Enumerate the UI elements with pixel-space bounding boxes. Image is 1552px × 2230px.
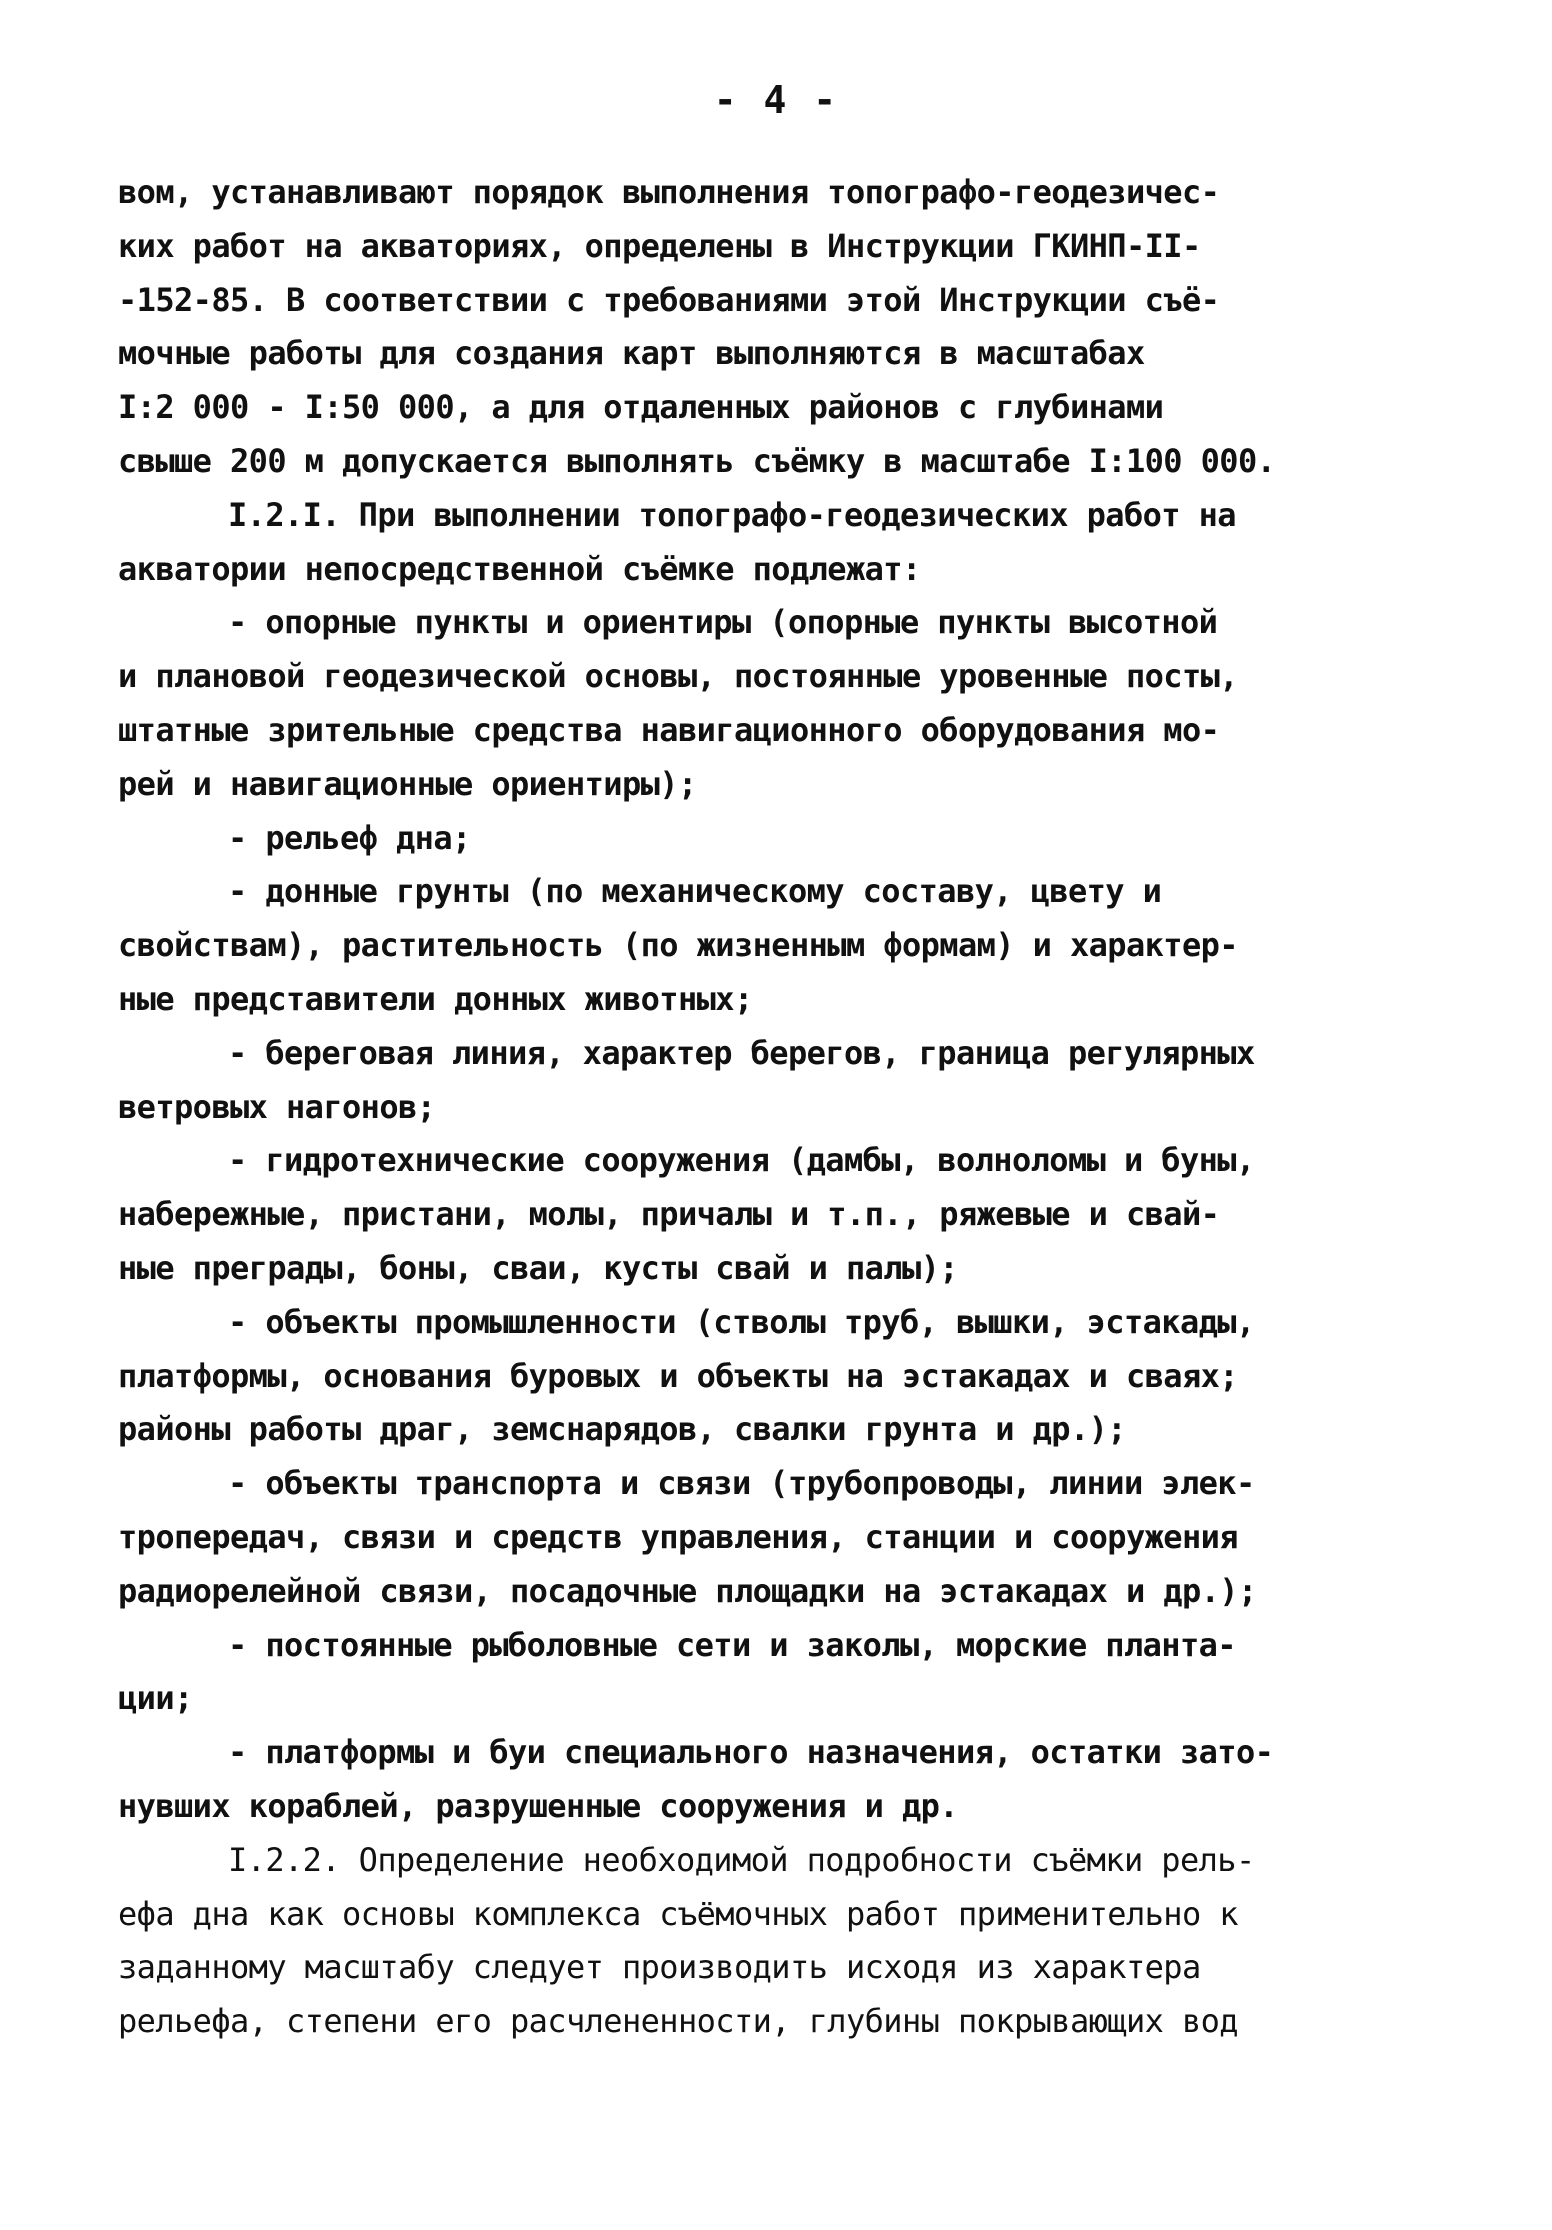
text-line: - донные грунты (по механическому составу, цвету и xyxy=(228,872,1162,911)
text-line: - рельеф дна; xyxy=(228,818,471,857)
text-line: ции; xyxy=(118,1679,193,1718)
text-line: мочные работы для создания карт выполняются в масштабах xyxy=(118,334,1145,373)
text-line: - платформы и буи специального назначения, остатки зато- xyxy=(228,1733,1274,1772)
text-line: - береговая линия, характер берегов, граница регулярных xyxy=(228,1033,1255,1072)
text-line: I.2.I. При выполнении топографо-геодезических работ на xyxy=(228,495,1236,534)
text-line: заданному масштабу следует производить исходя из характера xyxy=(118,1948,1201,1987)
text-line: - опорные пункты и ориентиры (опорные пункты высотной xyxy=(228,603,1218,642)
text-line: - постоянные рыболовные сети и заколы, морские планта- xyxy=(228,1625,1236,1664)
text-line: радиорелейной связи, посадочные площадки на эстакадах и др.); xyxy=(118,1571,1257,1610)
text-line: ефа дна как основы комплекса съёмочных работ применительно к xyxy=(118,1894,1238,1933)
text-line: набережные, пристани, молы, причалы и т.п., ряжевые и свай- xyxy=(118,1195,1220,1234)
text-line: вом, устанавливают порядок выполнения топографо-геодезичес- xyxy=(118,173,1220,211)
text-line: - объекты промышленности (стволы труб, вышки, эстакады, xyxy=(228,1302,1255,1341)
text-line: свыше 200 м допускается выполнять съёмку в масштабе I:100 000. xyxy=(118,441,1276,480)
text-line: ветровых нагонов; xyxy=(118,1087,436,1126)
text-line: рельефа, степени его расчлененности, глубины покрывающих вод xyxy=(118,2002,1238,2041)
text-line: штатные зрительные средства навигационного оборудования мо- xyxy=(118,710,1220,749)
text-line: акватории непосредственной съёмке подлежат: xyxy=(118,549,921,588)
text-line: тропередач, связи и средств управления, станции и сооружения xyxy=(118,1517,1238,1556)
text-line: нувших кораблей, разрушенные сооружения и др. xyxy=(118,1786,958,1825)
text-line: ких работ на акваториях, определены в Инструкции ГКИНП-II- xyxy=(118,226,1201,265)
text-line: рей и навигационные ориентиры); xyxy=(118,764,697,803)
text-line: - объекты транспорта и связи (трубопроводы, линии элек- xyxy=(228,1464,1255,1503)
text-line: I.2.2. Определение необходимой подробности съёмки рель- xyxy=(228,1840,1255,1879)
text-line: свойствам), растительность (по жизненным формам) и характер- xyxy=(118,926,1238,965)
text-line: ные представители донных животных; xyxy=(118,979,753,1018)
text-line: и плановой геодезической основы, постоянные уровенные посты, xyxy=(118,657,1238,696)
text-line: ные преграды, боны, сваи, кусты свай и палы); xyxy=(118,1248,958,1287)
text-body xyxy=(118,166,1448,2049)
text-line: - гидротехнические сооружения (дамбы, волноломы и буны, xyxy=(228,1141,1255,1180)
text-line: -152-85. В соответствии с требованиями этой Инструкции съё- xyxy=(118,280,1220,319)
text-line: I:2 000 - I:50 000, а для отдаленных районов с глубинами xyxy=(118,388,1164,427)
text-line: платформы, основания буровых и объекты на эстакадах и сваях; xyxy=(118,1356,1238,1395)
text-line: районы работы драг, земснарядов, свалки грунта и др.); xyxy=(118,1410,1126,1449)
page-number: - 4 - xyxy=(713,78,839,122)
